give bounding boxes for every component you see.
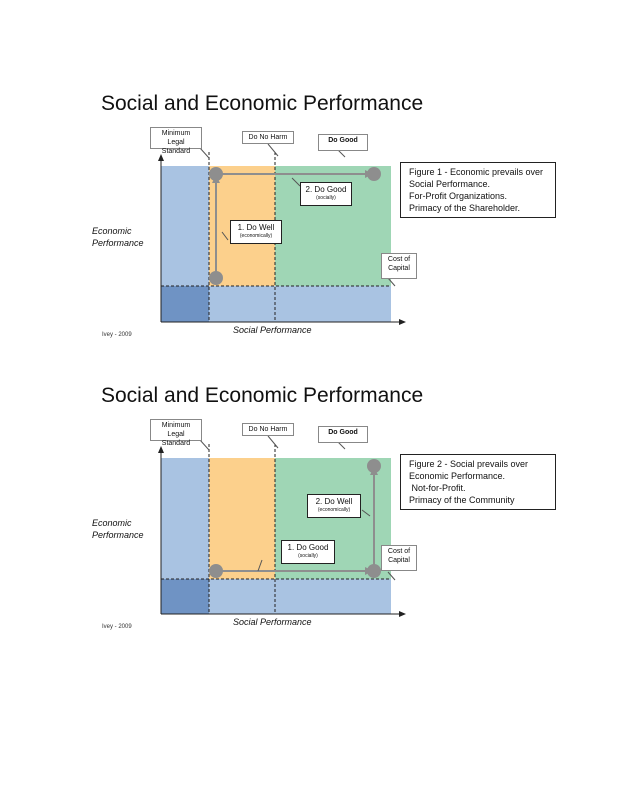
minimum-legal-pointer bbox=[200, 440, 209, 450]
do-good-pointer bbox=[338, 442, 345, 449]
figure-2 bbox=[0, 382, 618, 682]
do-no-harm-callout: Do No Harm bbox=[242, 131, 294, 144]
minimum-legal-standard-callout: Minimum Legal Standard bbox=[150, 127, 202, 149]
step-1-tag: 1. Do Good (socially) bbox=[281, 540, 335, 564]
figure-note bbox=[400, 454, 556, 510]
dot-corner bbox=[367, 564, 381, 578]
credit: Ivey - 2009 bbox=[102, 332, 132, 338]
note-line: Primacy of the Shareholder. bbox=[409, 203, 521, 213]
note-line: For-Profit Organizations. bbox=[409, 191, 508, 201]
figure-title: Social and Economic Performance bbox=[101, 92, 424, 115]
do-good-callout: Do Good bbox=[318, 426, 368, 443]
step-2-tag: 2. Do Good (socially) bbox=[300, 182, 352, 206]
dot-end bbox=[367, 459, 381, 473]
figure-note bbox=[400, 162, 556, 218]
dot-end bbox=[367, 167, 381, 181]
y-axis-label: Economic Performance bbox=[92, 226, 144, 248]
cost-of-capital-callout: Cost of Capital bbox=[381, 253, 417, 279]
note-line: Economic Performance. bbox=[409, 471, 506, 481]
dot-corner bbox=[209, 167, 223, 181]
credit: Ivey - 2009 bbox=[102, 624, 132, 630]
note-line: Figure 1 - Economic prevails over bbox=[409, 167, 544, 177]
note-line: Primacy of the Community bbox=[409, 495, 515, 505]
region-do-no-harm bbox=[209, 458, 275, 579]
minimum-legal-pointer bbox=[200, 148, 209, 158]
x-axis-arrow bbox=[399, 319, 406, 325]
minimum-legal-standard-callout: Minimum Legal Standard bbox=[150, 419, 202, 441]
cost-of-capital-callout: Cost of Capital bbox=[381, 545, 417, 571]
step-1-tag: 1. Do Well (economically) bbox=[230, 220, 282, 244]
note-line: Figure 2 - Social prevails over bbox=[409, 459, 529, 469]
do-good-callout: Do Good bbox=[318, 134, 368, 151]
y-axis-label: Economic Performance bbox=[92, 518, 144, 540]
x-axis-label: Social Performance bbox=[233, 617, 312, 627]
dot-start bbox=[209, 564, 223, 578]
region-below-cost-of-capital bbox=[209, 579, 391, 614]
dot-start bbox=[209, 271, 223, 285]
note-line: Not-for-Profit. bbox=[409, 483, 466, 493]
do-good-pointer bbox=[338, 150, 345, 157]
x-axis-arrow bbox=[399, 611, 406, 617]
note-line: Social Performance. bbox=[409, 179, 491, 189]
do-no-harm-pointer bbox=[268, 436, 278, 448]
figure-title: Social and Economic Performance bbox=[101, 384, 424, 407]
do-no-harm-callout: Do No Harm bbox=[242, 423, 294, 436]
do-no-harm-pointer bbox=[268, 144, 278, 156]
region-below-cost-of-capital bbox=[209, 286, 391, 322]
region-corner bbox=[161, 286, 209, 322]
figure-1 bbox=[0, 90, 618, 390]
step-2-tag: 2. Do Well (economically) bbox=[307, 494, 361, 518]
x-axis-label: Social Performance bbox=[233, 325, 312, 335]
region-corner bbox=[161, 579, 209, 614]
